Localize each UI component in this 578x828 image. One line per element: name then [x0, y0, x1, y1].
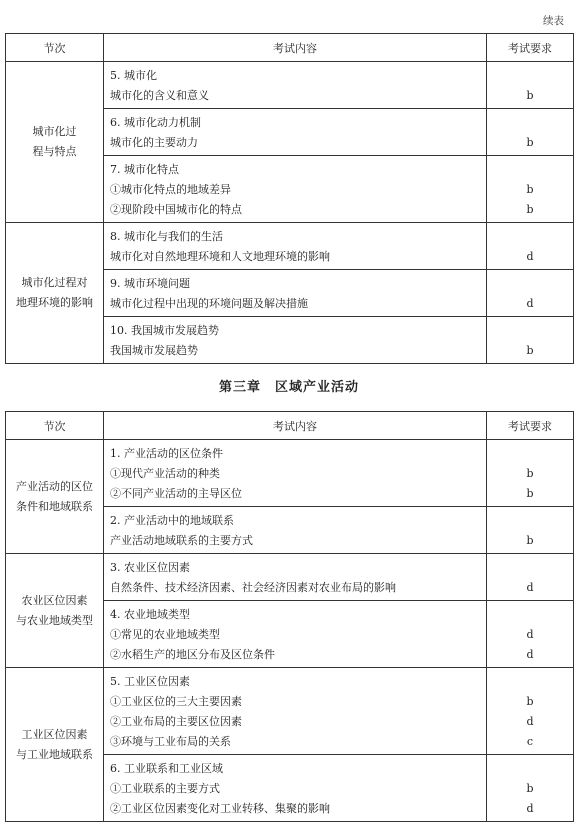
- content-cell: [104, 507, 487, 554]
- content-line: ①常见的农业地域类型: [110, 628, 220, 641]
- content-cell: [104, 601, 487, 668]
- header-section: 节次: [6, 34, 104, 62]
- requirement-value: [487, 321, 573, 341]
- requirement-value: [487, 113, 573, 133]
- content-line: 9. 城市环境问题: [110, 277, 190, 290]
- requirement-value: [487, 511, 573, 531]
- requirement-value: b: [526, 344, 534, 357]
- chapter-title: 第三章 区域产业活动: [218, 380, 359, 395]
- requirement-value: d: [526, 715, 534, 728]
- requirement-value: [487, 227, 573, 247]
- requirement-cell: [487, 109, 574, 156]
- section-name-line: 农业区位因素: [21, 593, 88, 607]
- continued-label: 续表: [543, 15, 564, 27]
- requirement-value: b: [526, 534, 534, 547]
- requirement-value: b: [526, 782, 534, 795]
- requirement-value: [487, 444, 573, 464]
- exam-table-urbanization: [5, 33, 574, 364]
- table-body: [6, 440, 574, 822]
- table-row: [6, 668, 574, 755]
- table-row: [6, 554, 574, 601]
- requirement-value: b: [526, 487, 534, 500]
- content-line: 城市化过程中出现的环境问题及解决措施: [110, 297, 308, 310]
- section-name-line: 条件和地域联系: [16, 499, 93, 513]
- section-name-line: 地理环境的影响: [16, 296, 93, 309]
- header-content: 考试内容: [104, 412, 487, 440]
- requirement-value: c: [526, 735, 534, 748]
- section-name-cell: [6, 62, 104, 223]
- content-line: ①工业区位的三大主要因素: [110, 695, 242, 708]
- content-line: ②现阶段中国城市化的特点: [110, 203, 242, 216]
- requirement-value: [487, 672, 573, 692]
- content-line: 自然条件、技术经济因素、社会经济因素对农业布局的影响: [110, 581, 396, 594]
- section-name-line: 与农业地域类型: [16, 613, 93, 627]
- content-cell: [104, 317, 487, 364]
- requirement-cell: [487, 223, 574, 270]
- requirement-cell: [487, 554, 574, 601]
- requirement-value: d: [526, 297, 534, 310]
- content-cell: [104, 440, 487, 507]
- requirement-value: [487, 558, 573, 578]
- section-name-line: 产业活动的区位: [16, 479, 93, 493]
- content-line: ③环境与工业布局的关系: [110, 735, 231, 748]
- content-line: ②水稻生产的地区分布及区位条件: [110, 648, 275, 661]
- content-line: 我国城市发展趋势: [110, 344, 198, 357]
- content-cell: [104, 156, 487, 223]
- content-cell: [104, 223, 487, 270]
- section-name-line: 与工业地域联系: [16, 747, 93, 761]
- content-line: 4. 农业地域类型: [110, 608, 190, 621]
- table-header-row: [6, 412, 574, 440]
- section-name-line: 城市化过程对: [21, 276, 88, 289]
- requirement-cell: [487, 440, 574, 507]
- table-row: [6, 62, 574, 109]
- requirement-value: [487, 759, 573, 779]
- requirement-value: d: [526, 648, 534, 661]
- header-section: 节次: [6, 412, 104, 440]
- content-cell: [104, 62, 487, 109]
- content-line: ①工业联系的主要方式: [110, 782, 220, 795]
- content-line: ①城市化特点的地域差异: [110, 183, 231, 196]
- content-line: 3. 农业区位因素: [110, 561, 190, 574]
- requirement-value: [487, 66, 573, 86]
- content-line: 8. 城市化与我们的生活: [110, 230, 223, 243]
- section-name-cell: [6, 440, 104, 554]
- content-line: 6. 城市化动力机制: [110, 116, 201, 129]
- content-line: ②不同产业活动的主导区位: [110, 487, 242, 500]
- requirement-value: b: [526, 695, 534, 708]
- requirement-cell: [487, 668, 574, 755]
- content-cell: [104, 270, 487, 317]
- content-line: 城市化的主要动力: [110, 136, 198, 149]
- table-row: [6, 223, 574, 270]
- requirement-cell: [487, 270, 574, 317]
- requirement-cell: [487, 507, 574, 554]
- requirement-value: d: [526, 802, 534, 815]
- requirement-value: [487, 160, 573, 180]
- requirement-cell: [487, 755, 574, 822]
- content-line: 城市化的含义和意义: [110, 89, 209, 102]
- content-cell: [104, 554, 487, 601]
- requirement-value: d: [526, 628, 534, 641]
- header-content: 考试内容: [104, 34, 487, 62]
- table-header-row: [6, 34, 574, 62]
- requirement-cell: [487, 62, 574, 109]
- content-cell: [104, 668, 487, 755]
- table-row: [6, 440, 574, 507]
- table-body: [6, 62, 574, 364]
- content-line: 1. 产业活动的区位条件: [110, 447, 223, 460]
- requirement-cell: [487, 156, 574, 223]
- content-line: 2. 产业活动中的地域联系: [110, 514, 234, 527]
- section-name-line: 城市化过: [32, 125, 77, 138]
- content-line: 5. 城市化: [110, 69, 157, 82]
- exam-table-industry: [5, 411, 574, 822]
- content-line: 产业活动地域联系的主要方式: [110, 534, 253, 547]
- header-requirement: 考试要求: [487, 34, 574, 62]
- requirement-cell: [487, 317, 574, 364]
- content-line: 7. 城市化特点: [110, 163, 179, 176]
- requirement-value: b: [526, 467, 534, 480]
- requirement-value: b: [526, 203, 534, 216]
- section-name-cell: [6, 223, 104, 364]
- requirement-value: d: [526, 250, 534, 263]
- content-cell: [104, 755, 487, 822]
- section-name-line: 程与特点: [32, 145, 77, 158]
- requirement-value: b: [526, 183, 534, 196]
- content-line: 5. 工业区位因素: [110, 675, 190, 688]
- requirement-value: [487, 274, 573, 294]
- content-line: 城市化对自然地理环境和人文地理环境的影响: [110, 250, 330, 263]
- requirement-value: [487, 605, 573, 625]
- section-name-cell: [6, 554, 104, 668]
- content-line: ②工业区位因素变化对工业转移、集聚的影响: [110, 802, 330, 815]
- content-line: ①现代产业活动的种类: [110, 467, 220, 480]
- content-line: ②工业布局的主要区位因素: [110, 715, 242, 728]
- content-line: 6. 工业联系和工业区域: [110, 762, 223, 775]
- requirement-value: b: [526, 136, 534, 149]
- section-name-line: 工业区位因素: [21, 727, 88, 741]
- requirement-value: d: [526, 581, 534, 594]
- content-line: 10. 我国城市发展趋势: [110, 324, 219, 337]
- header-requirement: 考试要求: [487, 412, 574, 440]
- requirement-cell: [487, 601, 574, 668]
- content-cell: [104, 109, 487, 156]
- section-name-cell: [6, 668, 104, 822]
- requirement-value: b: [526, 89, 534, 102]
